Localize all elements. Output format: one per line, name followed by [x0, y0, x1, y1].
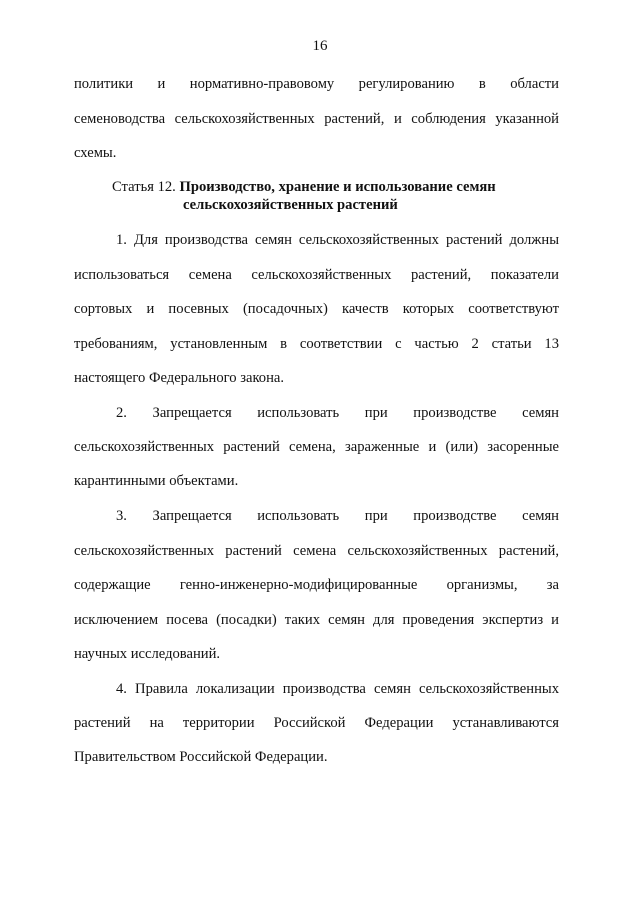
p2-line-3: карантинными объектами.: [74, 473, 239, 489]
article-title-line-1: Производство, хранение и использование семян: [179, 179, 496, 195]
p4-line-2: растений на территории Российской Федерации устанавливаются: [74, 715, 559, 731]
p4-line-3: Правительством Российской Федерации.: [74, 749, 328, 765]
p3-line-2: сельскохозяйственных растений семена сельскохозяйственных растений,: [74, 543, 559, 559]
article-prefix: Статья 12.: [112, 179, 176, 195]
page-number: 16: [312, 38, 328, 54]
p1-line-5: настоящего Федерального закона.: [74, 370, 285, 386]
p4-line-1: 4. Правила локализации производства семян сельскохозяйственных: [116, 681, 559, 697]
p3-line-4: исключением посева (посадки) таких семян для проведения экспертиз и: [74, 612, 559, 628]
intro-line-1: политики и нормативно-правовому регулированию в области: [74, 76, 559, 92]
p3-line-1: 3. Запрещается использовать при производстве семян: [116, 508, 559, 524]
article-title-line-2: [183, 197, 398, 214]
p2-line-1: 2. Запрещается использовать при производстве семян: [116, 405, 559, 421]
p1-line-1: 1. Для производства семян сельскохозяйственных растений должны: [116, 232, 559, 248]
p1-line-2: использоваться семена сельскохозяйственных растений, показатели: [74, 267, 559, 283]
intro-line-2: семеноводства сельскохозяйственных растений, и соблюдения указанной: [74, 111, 559, 127]
p1-line-4: требованиям, установленным в соответствии с частью 2 статьи 13: [74, 336, 559, 352]
article-title-line-2-text: сельскохозяйственных растений: [183, 197, 398, 213]
intro-line-3: схемы.: [74, 145, 117, 161]
article-heading: [112, 179, 496, 196]
p1-line-3: сортовых и посевных (посадочных) качеств которых соответствуют: [74, 301, 559, 317]
p3-line-5: научных исследований.: [74, 646, 221, 662]
p2-line-2: сельскохозяйственных растений семена, зараженные и (или) засоренные: [74, 439, 559, 455]
p3-line-3: содержащие генно-инженерно-модифицированные организмы, за: [74, 577, 559, 593]
